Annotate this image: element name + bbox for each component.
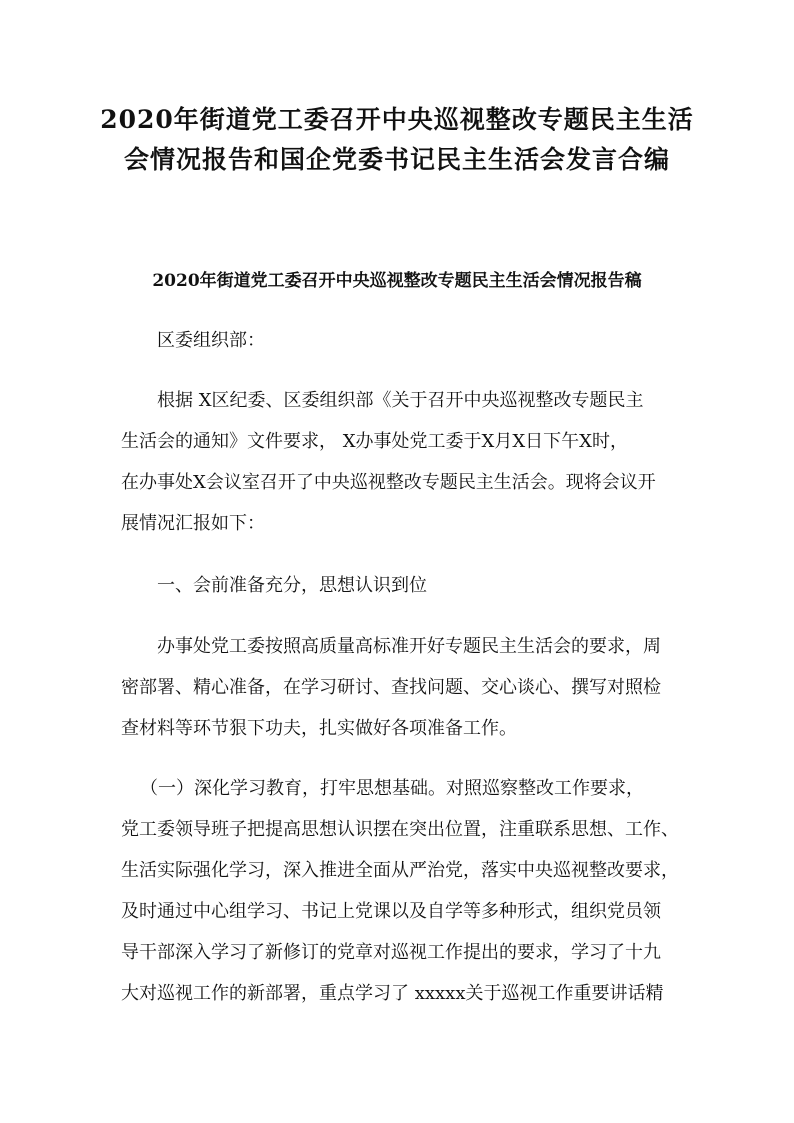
- sub-one-line-6: 大对巡视工作的新部署，重点学习了 xxxxx关于巡视工作重要讲话精: [121, 983, 664, 1004]
- salutation: 区委组织部：: [157, 330, 265, 351]
- intro-line-3: 在办事处X会议室召开了中央巡视整改专题民主生活会。现将会议开: [121, 472, 656, 493]
- section-heading: 2020年街道党工委召开中央巡视整改专题民主生活会情况报告稿: [152, 271, 642, 291]
- part-one-line-2: 密部署、精心准备，在学习研讨、查找问题、交心谈心、撰写对照检: [121, 677, 661, 698]
- document-title-line-2: 会情况报告和国企党委书记民主生活会发言合编: [123, 145, 670, 174]
- sub-one-line-4: 及时通过中心组学习、书记上党课以及自学等多种形式，组织党员领: [121, 901, 661, 922]
- sub-one-line-1: （一）深化学习教育，打牢思想基础。对照巡察整改工作要求，: [140, 778, 644, 799]
- part-one-line-3: 查材料等环节狠下功夫，扎实做好各项准备工作。: [121, 718, 517, 739]
- sub-one-line-3: 生活实际强化学习，深入推进全面从严治党，落实中央巡视整改要求，: [121, 860, 679, 881]
- part-one-line-1: 办事处党工委按照高质量高标准开好专题民主生活会的要求，周: [157, 636, 661, 657]
- part-one-heading: 一、会前准备充分，思想认识到位: [157, 575, 427, 596]
- intro-line-2: 生活会的通知》文件要求， X办事处党工委于X月X日下午X时，: [121, 431, 628, 452]
- document-title-line-1: 2020年街道党工委召开中央巡视整改专题民主生活: [100, 105, 694, 134]
- intro-line-1: 根据 X区纪委、区委组织部《关于召开中央巡视整改专题民主: [157, 390, 644, 411]
- intro-line-4: 展情况汇报如下：: [121, 513, 265, 534]
- sub-one-line-2: 党工委领导班子把提高思想认识摆在突出位置，注重联系思想、工作、: [121, 819, 679, 840]
- sub-one-line-5: 导干部深入学习了新修订的党章对巡视工作提出的要求，学习了十九: [121, 942, 661, 963]
